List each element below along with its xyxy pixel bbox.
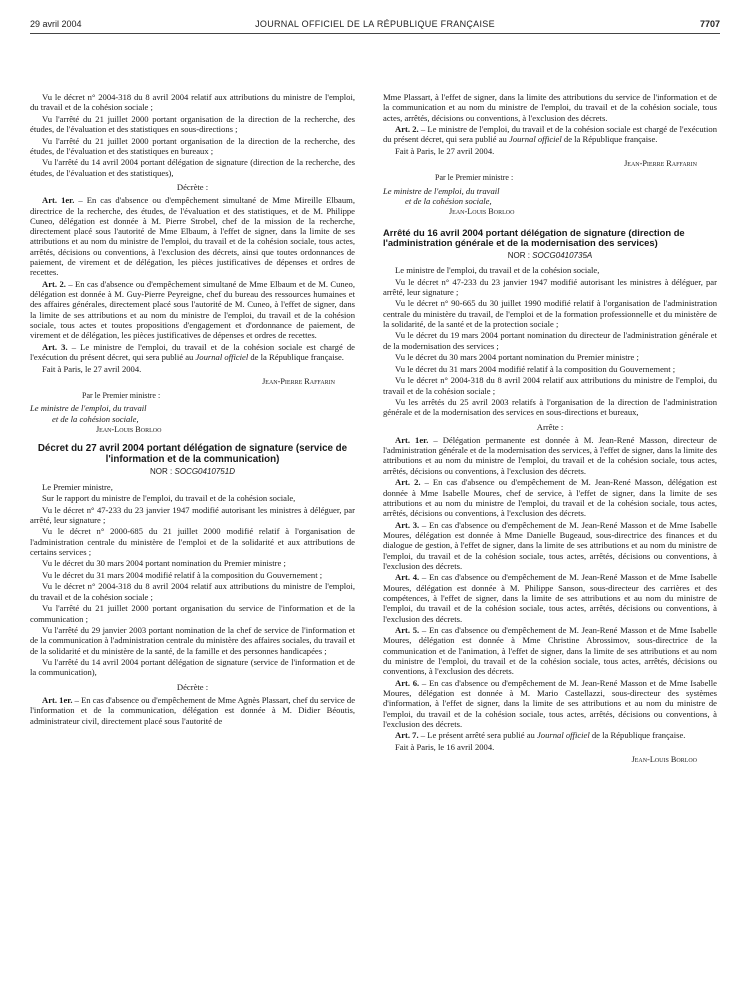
header-date: 29 avril 2004 [30,19,82,29]
article-label: Art. 1er. [395,434,429,445]
body-para: Vu le décret n° 90-665 du 30 juillet 1990 modifié relatif à l'organisation de l'administration centrale du ministère du travail, de l'emploi et de la formation professionnelle et du ministère de la solidarité, de la santé et de la protection sociale ; [383,298,717,329]
nor-label: NOR : [507,250,533,260]
ministre-line-2: et de la cohésion sociale, [405,196,492,207]
body-para: Vu le décret n° 2004-318 du 8 avril 2004 relatif aux attributions du ministre de l'emploi, du travail et de la cohésion sociale ; [383,375,717,396]
body-para: Vu le décret n° 47-233 du 23 janvier 1947 modifié autorisant les ministres à déléguer, par arrêté, leur signature ; [30,504,355,525]
par-le-premier-ministre: Par le Premier ministre : [435,173,514,183]
ministre-line-2: et de la cohésion sociale, [52,413,139,424]
article [383,520,717,571]
body-para: Vu le décret du 31 mars 2004 modifié relatif à la composition du Gouvernement ; [395,363,676,374]
body-para: Vu le décret du 31 mars 2004 modifié relatif à la composition du Gouvernement ; [42,569,323,580]
body-para: Vu le décret du 19 mars 2004 portant nomination du directeur de l'administration générale et de la modernisation des services ; [383,330,717,351]
body-para: Vu le décret n° 2000-685 du 21 juillet 2000 modifié relatif à l'organisation de l'administration centrale du ministère de l'emploi et de la solidarité et aux attributions de certains services ; [30,526,355,557]
article-text: – En cas d'absence ou d'empêchement de M. Jean-René Masson, délégation est donnée à Mme Isabelle Moures, chef de service, à l'effet de signer, dans la limite de ses attributions et au nom du ministre de l'emploi, du travail et de la cohésion sociale, tous actes, arrêtés, décisions ou conventions, à l'exclusion des décrets. [383,477,718,519]
header-journal-title: JOURNAL OFFICIEL DE LA RÉPUBLIQUE FRANÇAISE [255,19,495,29]
article [383,477,717,518]
header-rule [30,33,720,34]
page-header [30,15,720,31]
article-label: Art. 2. [395,477,421,488]
signature-borloo: Jean-Louis Borloo [96,425,162,435]
premier-ministre-intro: Le Premier ministre, [42,481,113,492]
nor-code: SOCG0410735A [532,250,593,260]
arrete-heading: Arrête : [536,421,564,432]
nor-reference [30,467,355,477]
decrete-heading: Décrète : [176,681,209,692]
right-column [383,92,717,769]
article-text: – En cas d'absence ou d'empêchement de Mme Agnès Plassart, chef du service de l'information et de la communication, délégation est donnée à M. Didier Béoutis, administrateur civil, directement placé sous l'autorité de [30,694,356,726]
fait-a-paris: Fait à Paris, le 27 avril 2004. [395,145,495,156]
intro-para-2: Vu l'arrêté du 21 juillet 2000 portant organisation de la direction de la recherche, des études, de l'évaluation et des statistiques en sous-directions ; [30,113,355,135]
body-para: Le ministre de l'emploi, du travail et de la cohésion sociale, [395,265,600,276]
nor-reference [383,251,717,261]
article-text: de la République française. [589,730,686,741]
journal-officiel-ref: Journal officiel [536,730,590,741]
article-1 [30,695,355,726]
body-para: Sur le rapport du ministre de l'emploi, du travail et de la cohésion sociale, [42,493,296,504]
continuation-para: Mme Plassart, à l'effet de signer, dans la limite des attributions du service de l'information et de la communication et au nom du ministre de l'emploi, du travail et de la cohésion sociale, tous actes, arrêtés, décisions ou conventions, à l'exclusion des décrets. [383,92,717,123]
body-para: Vu le décret du 30 mars 2004 portant nomination du Premier ministre ; [42,558,286,569]
article-label: Art. 7. [395,730,419,741]
signature-raffarin: Jean-Pierre Raffarin [262,376,335,386]
article-label: Art. 3. [395,519,420,530]
article-label: Art. 3. [42,341,68,352]
article-label: Art. 1er. [42,694,73,705]
article-label: Art. 1er. [42,195,75,206]
arrete-title: Arrêté du 16 avril 2004 portant délégation de signature (direction de l'administration générale et de la modernisation des services) [383,226,685,249]
fait-a-paris: Fait à Paris, le 16 avril 2004. [395,741,495,752]
decree-title: Décret du 27 avril 2004 portant délégation de signature (service de l'information et de la communication) [37,443,348,466]
article [383,572,717,623]
article-3 [30,342,355,363]
ministre-line-1: Le ministre de l'emploi, du travail [30,403,147,414]
intro-para-3: Vu l'arrêté du 21 juillet 2000 portant organisation de la direction de la recherche, des études, de l'évaluation et des statistiques en bureaux ; [30,135,355,156]
journal-officiel-ref: Journal officiel [195,352,249,363]
signature-raffarin: Jean-Pierre Raffarin [624,159,697,169]
article-text: – En cas d'absence ou d'empêchement de M. Jean-René Masson et de Mme Isabelle Moures, délégation est donnée à Mme Christine Abrossimov, sous-directrice de la communication et de l'animation, à l'effet de signer, dans la limite de ses attributions et au nom du ministre de l'emploi, du travail et de la cohésion sociale, tous actes, arrêtés, décisions ou conventions, à l'exclusion des décrets. [383,624,717,677]
article [383,678,717,729]
article-text: – Le ministre de l'emploi, du travail et de la cohésion sociale est chargé de l'exécution du présent décret, qui sera publié au [30,341,355,363]
article [383,625,717,676]
body-para: Vu le décret du 30 mars 2004 portant nomination du Premier ministre ; [395,352,639,363]
article-text: – En cas d'absence ou d'empêchement simultané de Mme Elbaum et de M. Cuneo, délégation est donnée à M. Guy-Pierre Peyreigne, chef du bureau des ressources humaines et des affaires générales, directement placé sous l'autorité de M. Cuneo, à l'effet de signer, dans la limite de ses attributions et au nom du ministre de l'emploi, du travail et de la cohésion sociale, tous actes et toutes propositions d'engagement et d'ordonnance de paiement, de virement et de délégation, les pièces justificatives de dépenses et ordres de recettes. [30,278,355,341]
signature-borloo: Jean-Louis Borloo [449,207,515,217]
header-page-number: 7707 [699,19,720,29]
article-1 [30,195,355,277]
article-label: Art. 2. [42,278,66,289]
article-text: de la République française. [561,134,658,145]
par-le-premier-ministre: Par le Premier ministre : [82,391,161,401]
body-para: Vu l'arrêté du 21 juillet 2000 portant organisation du service de l'information et de la communication ; [30,603,355,624]
ministre-line-1: Le ministre de l'emploi, du travail [383,185,500,196]
nor-label: NOR : [150,467,175,477]
article-label: Art. 6. [395,677,420,688]
body-para: Vu le décret n° 47-233 du 23 janvier 1947 modifié autorisant les ministres à déléguer, par arrêté, leur signature ; [383,276,717,297]
article-text: – En cas d'absence ou d'empêchement de M. Jean-René Masson et de Mme Isabelle Moures, délégation est donnée à M. Philippe Sanson, sous-directeur des carrières et des compétences, à l'effet de signer, dans la limite de ses attributions et au nom du ministre de l'emploi, du travail et de la cohésion sociale, tous actes, arrêtés, décisions ou conventions, à l'exclusion des décrets. [383,572,717,624]
article-label: Art. 4. [395,572,420,583]
intro-para-1: Vu le décret n° 2004-318 du 8 avril 2004 relatif aux attributions du ministre de l'emploi, du travail et de la cohésion sociale ; [30,92,355,113]
body-para: Vu le décret n° 2004-318 du 8 avril 2004 relatif aux attributions du ministre de l'emploi, du travail et de la cohésion sociale ; [30,581,355,602]
body-para: Vu l'arrêté du 29 janvier 2003 portant nomination de la chef de service de l'information et de la communication à l'administration centrale du ministère des affaires sociales, du travail et de la solidarité et du ministère de la santé, de la famille et des personnes handicapées ; [30,624,355,656]
article-text: – En cas d'absence ou d'empêchement simultané de Mme Mireille Elbaum, directrice de la recherche, des études, de l'évaluation et des statistiques, et de M. Philippe Cuneo, délégation est donnée à M. Pierre Strobel, chef de la mission de la recherche, directement placé sous l'autorité de Mme Elbaum, à l'effet de signer, dans la limite de ses attributions et au nom du ministre de l'emploi, du travail et de la cohésion sociale, tous actes, arrêtés, décisions ou conventions, à l'exclusion des décrets, ainsi que toutes ordonnances de paiement, de virement et de délégation, les pièces justificatives de dépenses et ordres de recettes. [30,195,356,278]
article-label: Art. 2. [395,124,419,135]
article-text: – En cas d'absence ou d'empêchement de M. Jean-René Masson et de Mme Isabelle Moures, délégation est donnée à M. Mario Castellazzi, sous-directeur des systèmes d'information, à l'effet de signer, dans la limite de ses attributions et au nom du ministre de l'emploi, du travail et de la cohésion sociale, tous actes, arrêtés, décisions ou conventions, à l'exclusion des décrets. [383,677,717,729]
article-text: – En cas d'absence ou d'empêchement de M. Jean-René Masson et de Mme Isabelle Moures, délégation est donnée à Mme Danielle Bugeaud, sous-directrice des finances et du dialogue de gestion, à l'effet de signer, dans la limite de ses attributions et au nom du ministre de l'emploi, du travail et de la cohésion sociale, tous actes, arrêtés, décisions ou conventions, à l'exclusion des décrets. [383,519,717,571]
article-text: – Le ministre de l'emploi, du travail et de la cohésion sociale est chargé de l'exécution du présent décret, qui sera publié au [383,124,717,145]
intro-para-4: Vu l'arrêté du 14 avril 2004 portant délégation de signature (direction de la recherche, des études, de l'évaluation et des statistiques), [30,157,355,178]
left-column [30,92,355,727]
fait-a-paris: Fait à Paris, le 27 avril 2004. [42,363,142,374]
journal-officiel-ref: Journal officiel [509,134,562,145]
decrete-heading: Décrète : [176,181,209,192]
article-label: Art. 5. [395,624,420,635]
article-2 [383,124,717,145]
article-2 [30,279,355,341]
nor-code: SOCG0410751D [174,467,235,477]
article-text: – Délégation permanente est donnée à M. Jean-René Masson, directeur de l'administration générale et de la modernisation des services, à l'effet de signer, dans la limite des attributions et au nom du ministre de l'emploi, du travail et de la cohésion sociale, tous actes, arrêtés, décisions ou conventions, à l'exclusion des décrets. [383,434,717,476]
body-para: Vu l'arrêté du 14 avril 2004 portant délégation de signature (service de l'information et de la communication), [30,657,355,678]
article-text: – Le présent arrêté sera publié au [418,730,537,741]
article [383,435,717,476]
body-para: Vu les arrêtés du 25 avril 2003 relatifs à l'organisation de la direction de l'administration générale et de la modernisation des services en sous-directions et bureaux, [383,397,717,418]
article-text: de la République française. [248,352,344,363]
article-7 [383,730,717,740]
signature-borloo: Jean-Louis Borloo [631,755,697,765]
